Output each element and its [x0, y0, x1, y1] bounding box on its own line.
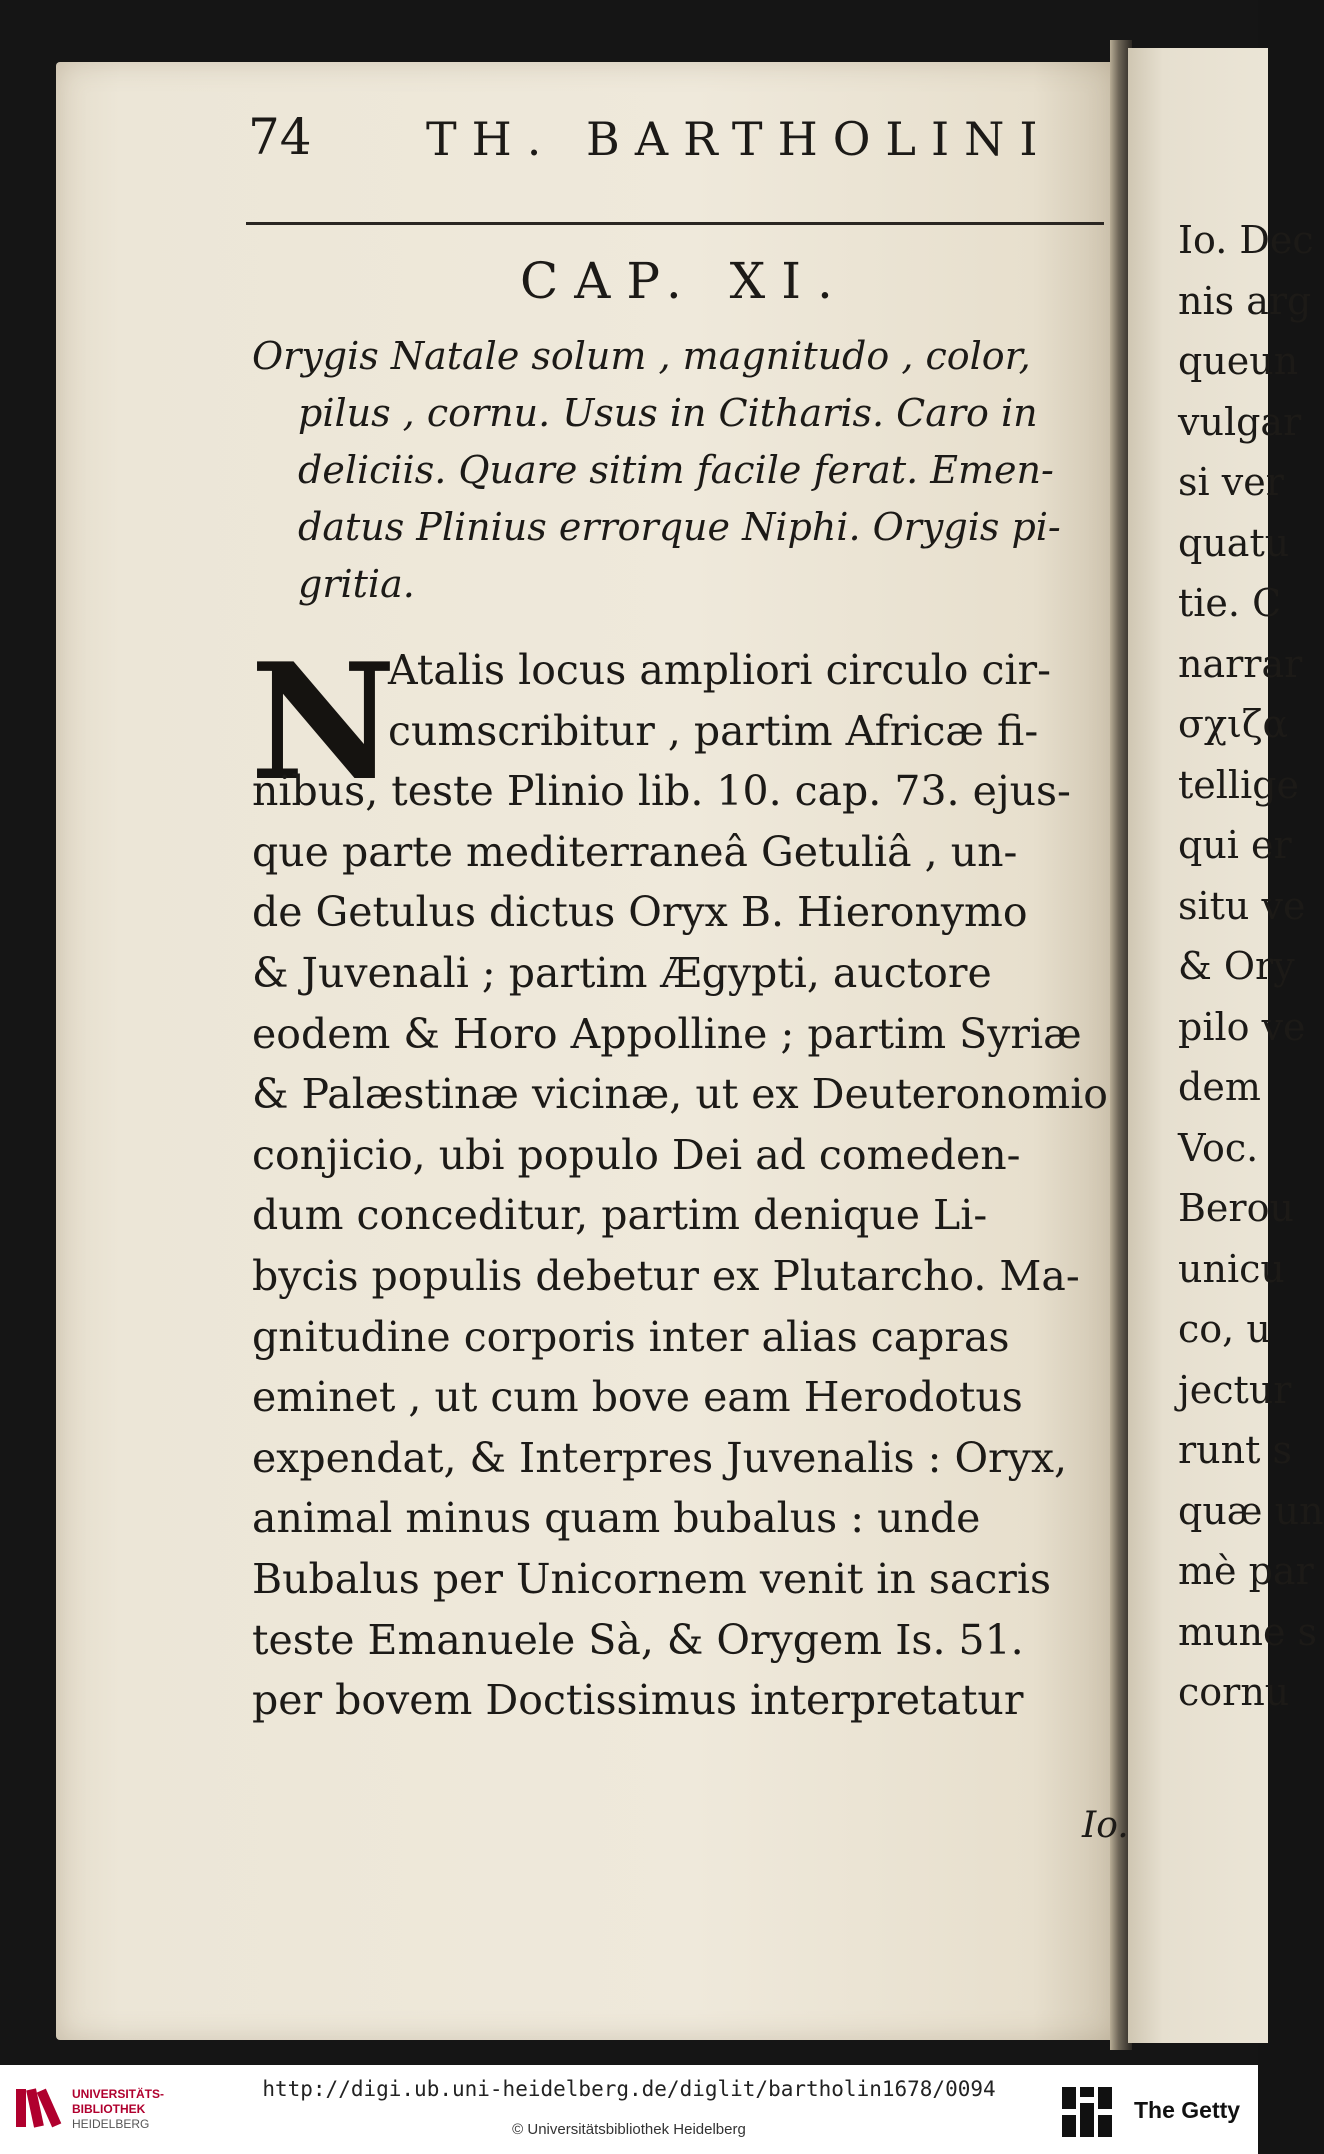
drop-cap: N	[250, 628, 397, 816]
library-name-line: BIBLIOTHEK	[72, 2102, 146, 2116]
body-line: teste Emanuele Sà, & Orygem Is. 51.	[252, 1615, 1024, 1664]
facing-line: runt s	[1178, 1428, 1292, 1472]
facing-line: vulgar	[1178, 399, 1302, 444]
summary-line: Orygis Natale solum , magnitudo , color,	[252, 334, 1031, 378]
summary-line: pilus , cornu. Usus in Citharis. Caro in	[298, 391, 1038, 435]
facing-line: Voc.	[1178, 1125, 1259, 1170]
copyright-notice: © Universitätsbibliothek Heidelberg	[512, 2121, 746, 2138]
body-line: & Palæstinæ vicinæ, ut ex Deuteronomio	[252, 1070, 1108, 1119]
body-line: gnitudine corporis inter alias capras	[252, 1312, 1010, 1361]
facing-line: cornu	[1178, 1670, 1290, 1714]
facing-line: Berou	[1178, 1186, 1294, 1230]
facing-line: nis arg	[1178, 278, 1312, 323]
body-line: per bovem Doctissimus interpretatur	[252, 1676, 1024, 1725]
chapter-summary	[252, 328, 1114, 613]
library-name-line: HEIDELBERG	[72, 2117, 150, 2131]
body-line: eminet , ut cum bove eam Herodotus	[252, 1373, 1023, 1422]
catchword: Io.	[1082, 1805, 1129, 1846]
facing-line: jectur	[1178, 1367, 1292, 1412]
facing-line: mè par	[1178, 1549, 1314, 1593]
body-line: expendat, & Interpres Juvenalis : Oryx,	[252, 1433, 1067, 1482]
facing-line: situ ve	[1178, 883, 1306, 928]
facing-line: pilo ve	[1178, 1004, 1306, 1049]
facing-line: si ver	[1178, 460, 1284, 504]
summary-line: gritia.	[298, 562, 415, 606]
partner-name: The Getty	[1134, 2097, 1241, 2123]
facing-line: qui er	[1178, 823, 1292, 867]
facing-line: co, u	[1178, 1307, 1271, 1351]
chapter-heading: CAP. XI.	[520, 252, 849, 310]
body-line: Atalis locus ampliori circulo cir-	[388, 646, 1051, 694]
running-head	[248, 108, 1053, 178]
permalink-url[interactable]: http://digi.ub.uni-heidelberg.de/diglit/bartholin1678/0094	[262, 2077, 996, 2101]
body-line: Bubalus per Unicornem venit in sacris	[252, 1554, 1052, 1603]
body-line: que parte mediterraneâ Getuliâ , un-	[252, 827, 1018, 876]
body-line: bycis populis debetur ex Plutarcho. Ma-	[252, 1251, 1080, 1300]
summary-line: datus Plinius errorque Niphi. Orygis pi-	[298, 505, 1061, 549]
facing-line: narrar	[1178, 641, 1303, 686]
facing-line: tellige	[1178, 762, 1300, 807]
facing-line: quatu	[1178, 520, 1290, 565]
body-line: dum conceditur, partim denique Li-	[252, 1191, 988, 1240]
running-title: TH. BARTHOLINI	[426, 112, 1053, 166]
getty-logo-icon	[1060, 2085, 1114, 2139]
library-name-line: UNIVERSITÄTS-	[72, 2087, 165, 2101]
facing-line: queun	[1178, 339, 1299, 383]
facing-page-text	[1178, 210, 1324, 1723]
body-line: conjicio, ubi populo Dei ad comeden-	[252, 1130, 1021, 1179]
facing-line: tie. C	[1178, 581, 1282, 625]
facing-line: quæ un	[1178, 1488, 1324, 1533]
body-line: cumscribitur , partim Africæ fi-	[388, 706, 1039, 755]
body-line: nibus, teste Plinio lib. 10. cap. 73. ejus-	[252, 767, 1071, 816]
body-line: & Juvenali ; partim Ægypti, auctore	[252, 948, 992, 997]
body-line: de Getulus dictus Oryx B. Hieronymo	[252, 888, 1028, 937]
facing-line: Io. Dec	[1178, 218, 1314, 262]
viewer-footer	[0, 2065, 1258, 2154]
body-line: eodem & Horo Appolline ; partim Syriæ	[252, 1009, 1082, 1058]
body-line: animal minus quam bubalus : unde	[252, 1494, 981, 1543]
facing-line: mune s	[1178, 1609, 1318, 1654]
facing-line: σχιζα	[1178, 702, 1289, 746]
header-rule	[246, 222, 1104, 225]
body-text	[250, 628, 1112, 1731]
facing-line: & Ory	[1178, 944, 1295, 988]
page-number: 74	[248, 108, 312, 166]
facing-line: unicu	[1178, 1246, 1285, 1291]
summary-line: deliciis. Quare sitim facile ferat. Emen-	[298, 448, 1054, 492]
facing-line: dem	[1178, 1065, 1261, 1109]
